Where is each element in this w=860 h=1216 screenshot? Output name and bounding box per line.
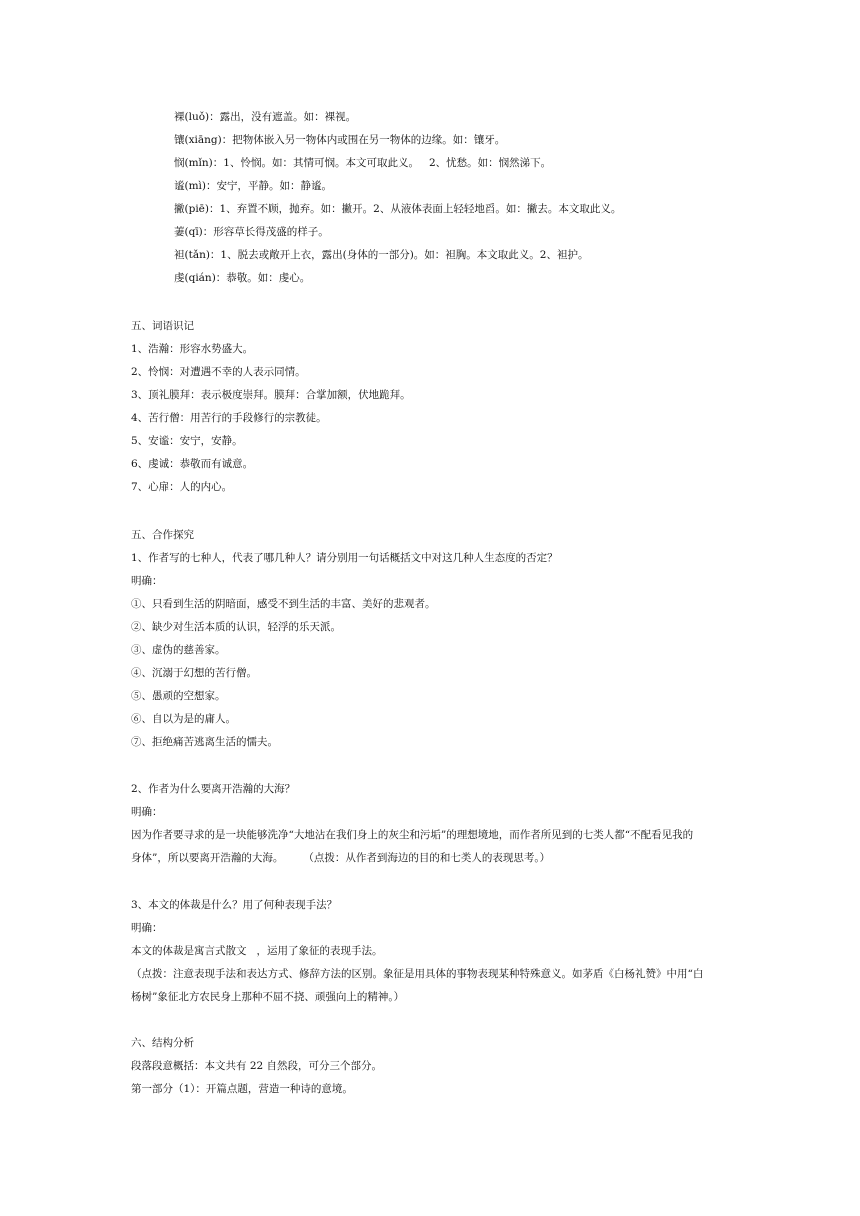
section-heading: 六、结构分析 — [131, 1037, 194, 1049]
answer-item: ⑥、自以为是的庸人。 — [131, 713, 236, 725]
answer-item: ⑤、愚顽的空想家。 — [131, 690, 226, 702]
structure-summary: 段落段意概括：本文共有 22 自然段，可分三个部分。 — [131, 1060, 383, 1072]
answer-label: 明确： — [131, 575, 163, 587]
answer-label: 明确： — [131, 806, 163, 818]
note-text: 杨树”象征北方农民身上那种不屈不挠、顽强向上的精神。） — [131, 991, 405, 1003]
list-item: 4、苦行僧：用苦行的手段修行的宗教徒。 — [131, 412, 327, 424]
vocab-item: 裸(luǒ)：露出，没有遮盖。如：裸视。 — [174, 111, 357, 123]
list-item: 7、心扉：人的内心。 — [131, 481, 233, 493]
section-heading: 五、词语识记 — [131, 320, 194, 332]
vocab-item: 萋(qī)：形容草长得茂盛的样子。 — [174, 226, 329, 238]
answer-item: ①、只看到生活的阴暗面，感受不到生活的丰富、美好的悲观者。 — [131, 598, 436, 610]
answer-item: ⑦、拒绝痛苦逃离生活的懦夫。 — [131, 736, 278, 748]
answer-item: ④、沉溺于幻想的苦行僧。 — [131, 667, 257, 679]
answer-text: 身体”，所以要离开浩瀚的大海。 （点拨：从作者到海边的目的和七类人的表现思考。） — [131, 852, 551, 864]
question: 3、本文的体裁是什么？用了何种表现手法？ — [131, 899, 338, 911]
answer-label: 明确： — [131, 922, 163, 934]
list-item: 3、顶礼膜拜：表示极度崇拜。膜拜：合掌加额，伏地跪拜。 — [131, 389, 411, 401]
vocab-item: 悯(mǐn)：1、怜悯。如：其情可悯。本文可取此义。 2、忧愁。如：悯然涕下。 — [174, 157, 552, 169]
answer-text: 本文的体裁是寓言式散文 ，运用了象征的表现手法。 — [131, 945, 383, 957]
question: 1、作者写的七种人，代表了哪几种人？请分别用一句话概括文中对这几种人生态度的否定？ — [131, 552, 558, 564]
section-heading: 五、合作探究 — [131, 529, 194, 541]
list-item: 1、浩瀚：形容水势盛大。 — [131, 343, 254, 355]
answer-text: 因为作者要寻求的是一块能够洗净“大地沾在我们身上的灰尘和污垢”的理想境地，而作者所见到的七类人都“不配看见我的 — [131, 829, 694, 841]
list-item: 6、虔诚：恭敬而有诚意。 — [131, 458, 254, 470]
vocab-item: 撇(piē)：1、弃置不顾，抛弃。如：撇开。2、从液体表面上轻轻地舀。如：撇去。本文取此义。 — [174, 203, 622, 215]
list-item: 2、怜悯：对遭遇不幸的人表示同情。 — [131, 366, 306, 378]
note-text: （点拨：注意表现手法和表达方式、修辞方法的区别。象征是用具体的事物表现某种特殊意义。如茅盾《白杨礼赞》中用“白 — [131, 968, 704, 980]
answer-item: ③、虚伪的慈善家。 — [131, 644, 226, 656]
list-item: 5、安谧：安宁，安静。 — [131, 435, 243, 447]
vocab-item: 袒(tǎn)：1、脱去或敞开上衣，露出(身体的一部分)。如：袒胸。本文取此义。2、袒护。 — [174, 249, 589, 261]
vocab-item: 谧(mì)：安宁，平静。如：静谧。 — [174, 180, 333, 192]
structure-part: 第一部分（1）：开篇点题，营造一种诗的意境。 — [131, 1083, 353, 1095]
vocab-item: 镶(xiāng)：把物体嵌入另一物体内或围在另一物体的边缘。如：镶牙。 — [174, 134, 506, 146]
question: 2、作者为什么要离开浩瀚的大海？ — [131, 783, 296, 795]
vocab-item: 虔(qián)：恭敬。如：虔心。 — [174, 272, 311, 284]
answer-item: ②、缺少对生活本质的认识，轻浮的乐天派。 — [131, 621, 341, 633]
